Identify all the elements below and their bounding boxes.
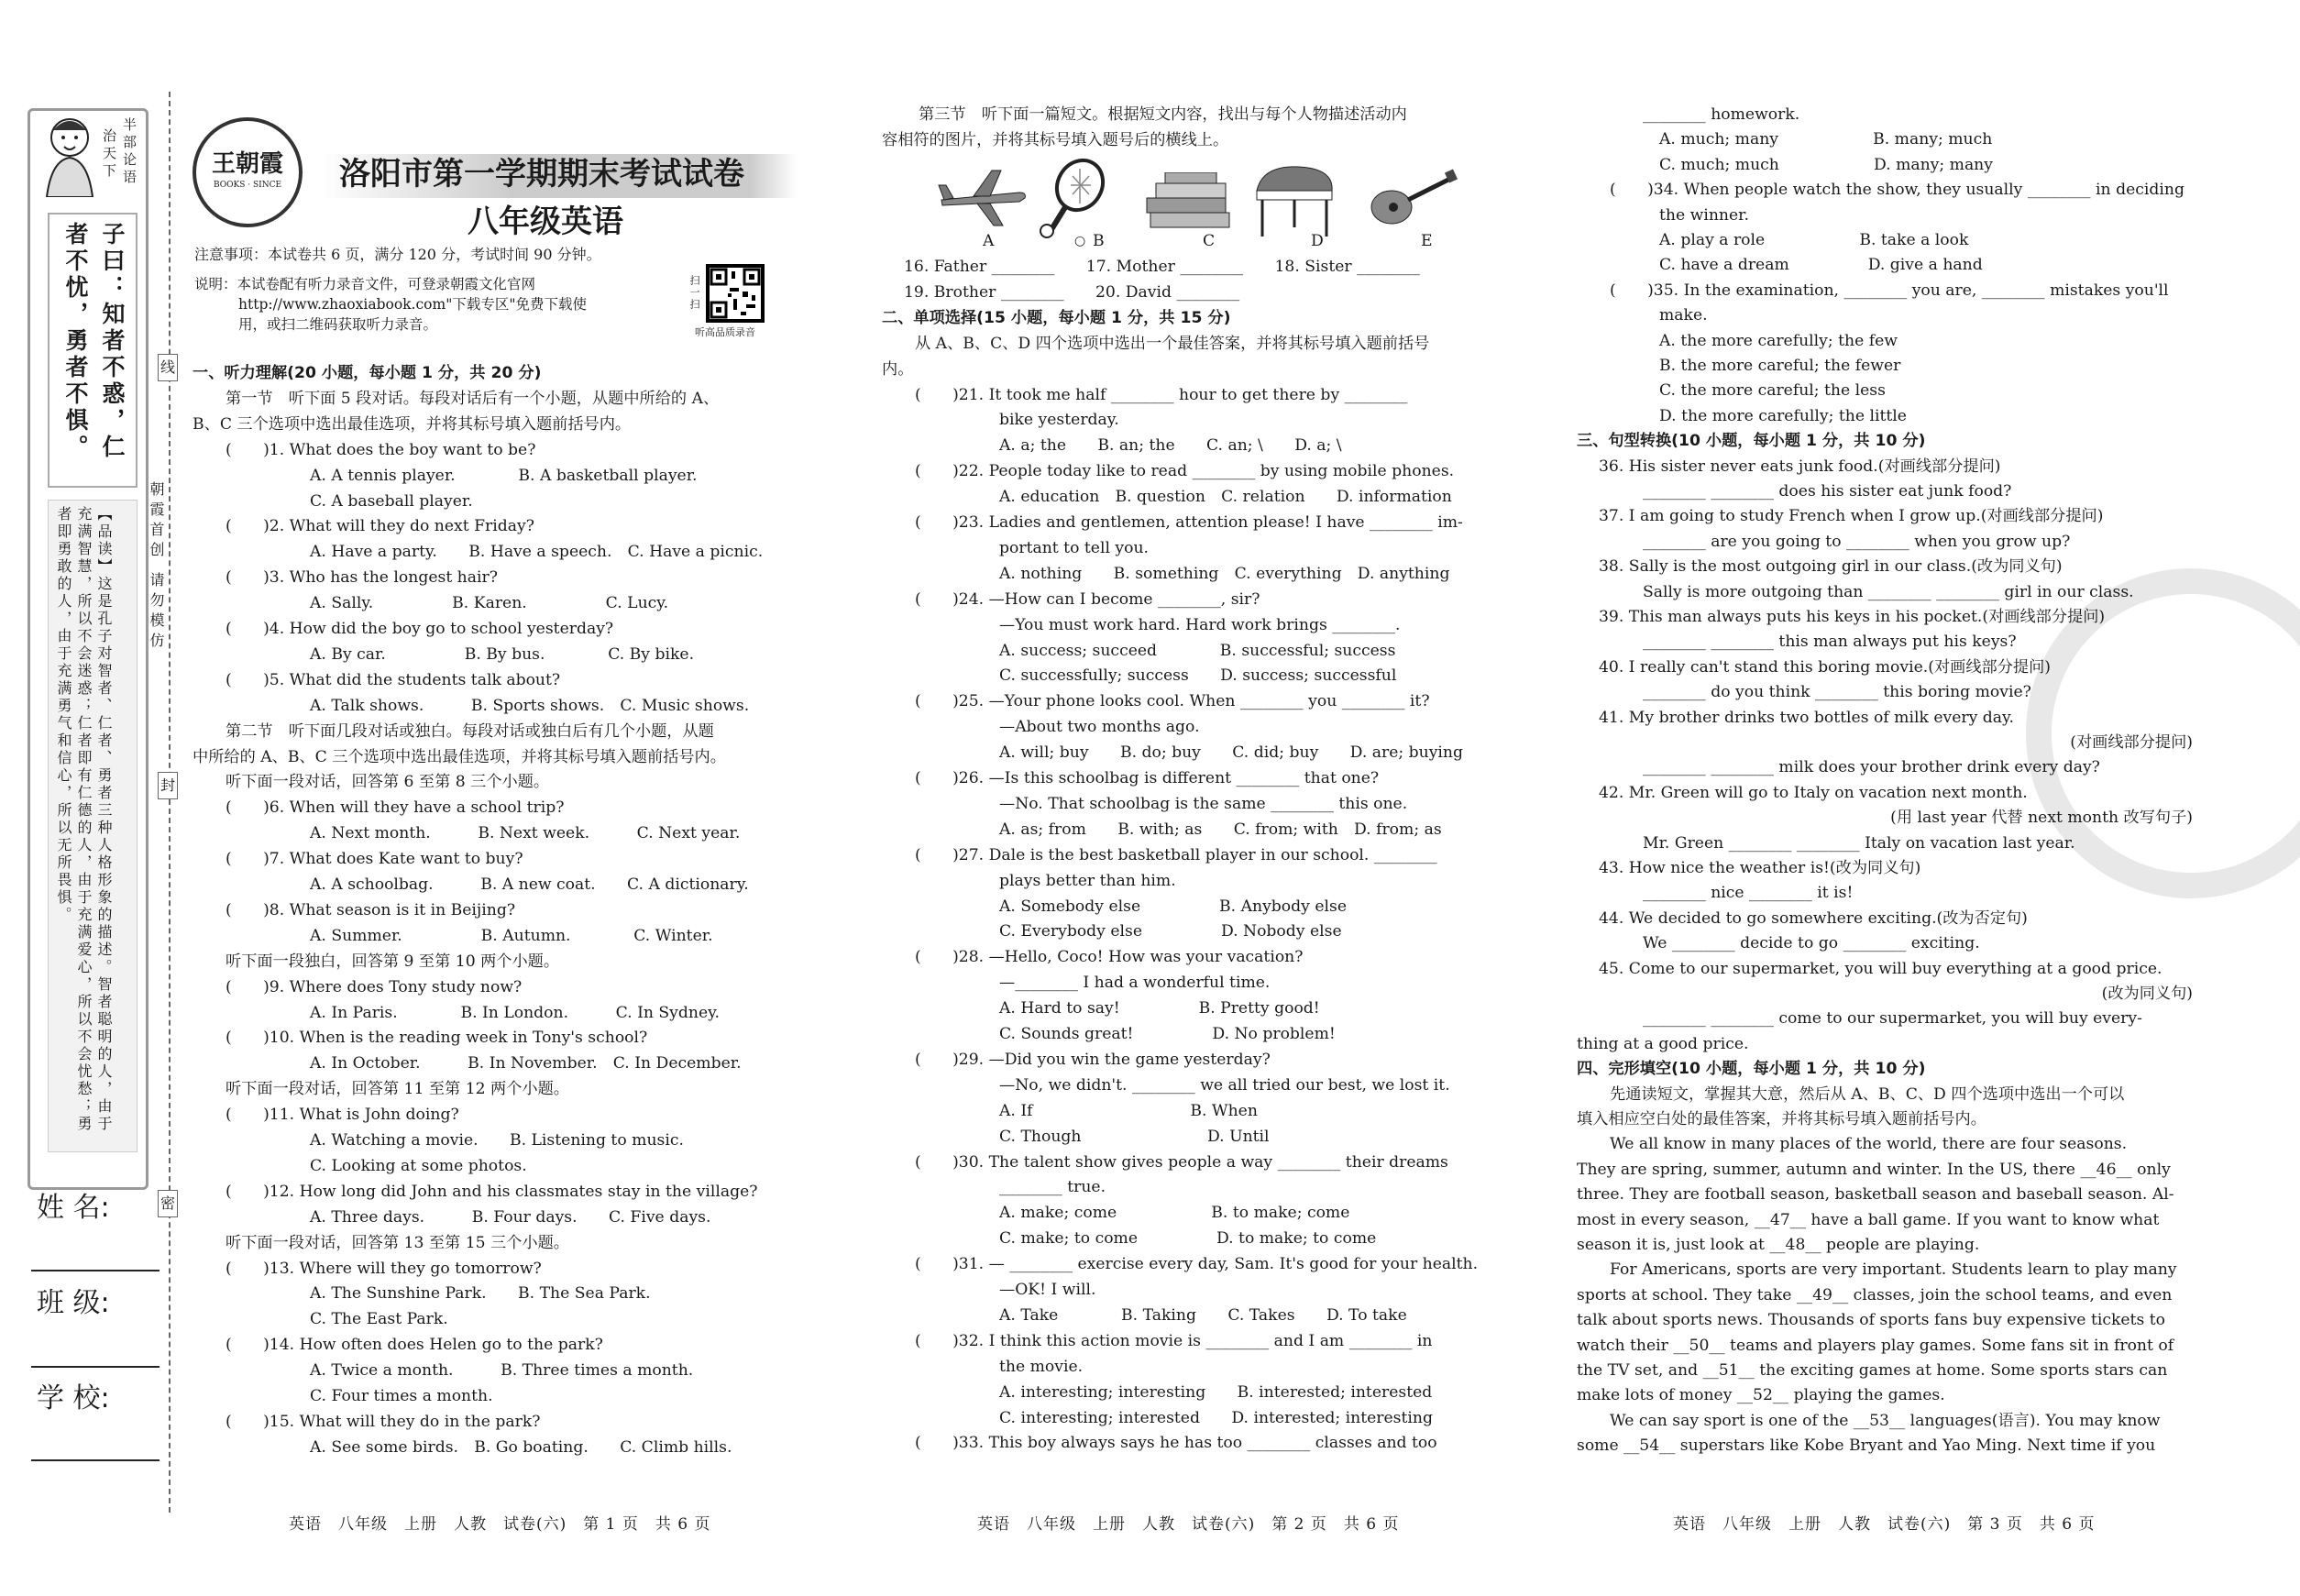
school-field-line[interactable] bbox=[31, 1459, 160, 1461]
text-line: C. Four times a month. bbox=[310, 1387, 493, 1405]
description-line-1: 说明：本试卷配有听力录音文件，可登录朝霞文化官网 bbox=[194, 276, 536, 292]
text-line: ________ homework. bbox=[1643, 105, 1800, 124]
text-line: A. See some birds. B. Go boating. C. Climb hills. bbox=[310, 1437, 732, 1457]
text-line: ( )34. When people watch the show, they usually ________ in deciding bbox=[1610, 181, 2184, 200]
text-line: A. a; the B. an; the C. an; \ D. a; \ bbox=[999, 436, 1342, 456]
text-line: A. success; succeed B. successful; success bbox=[999, 641, 1396, 660]
text-line: A. education B. question C. relation D. information bbox=[999, 488, 1452, 507]
column-3 bbox=[1577, 0, 2193, 1596]
class-label: 班 级: bbox=[37, 1287, 110, 1319]
text-line: some __54__ superstars like Kobe Bryant and Yao Ming. Next time if you bbox=[1577, 1436, 2156, 1456]
text-line: (改为同义句) bbox=[2101, 985, 2193, 1003]
exam-subtitle: 八年级英语 bbox=[468, 204, 623, 240]
text-line: talk about sports news. Thousands of sports fans buy expensive tickets to bbox=[1577, 1311, 2166, 1330]
text-line: 16. Father ________ 17. Mother ________ 18. Sister ________ bbox=[904, 258, 1420, 276]
pindu-text: 【品读】这是孔子对智者、仁者、勇者三种人格形象的描述。智者聪明的人，由于充满智慧，所以不会迷惑；仁者即有仁德的人，由于充满爱心，所以不会忧愁；勇者即勇敢的人，由于充满勇气和信心，所以无所畏惧。 bbox=[55, 506, 113, 1133]
name-label: 姓 名: bbox=[37, 1192, 110, 1224]
cut-mark-3: 密 bbox=[158, 1190, 178, 1217]
text-line: A. In October. B. In November. C. In December. bbox=[310, 1054, 742, 1073]
text-line: C. A baseball player. bbox=[310, 491, 473, 511]
label-char: 论 bbox=[121, 152, 138, 170]
text-line: 45. Come to our supermarket, you will buy everything at a good price. bbox=[1599, 959, 2162, 978]
text-line: 第二节 听下面几段对话或独白。每段对话或独白后有几个小题，从题 bbox=[226, 721, 714, 741]
text-line: A. nothing B. something C. everything D. anything bbox=[999, 564, 1450, 583]
text-line: 一、听力理解(20 小题，每小题 1 分，共 20 分) bbox=[193, 364, 542, 382]
text-line: A. make; come B. to make; come bbox=[999, 1204, 1350, 1223]
text-line: thing at a good price. bbox=[1577, 1034, 1749, 1053]
text-line: 听下面一段独白，回答第 9 至第 10 两个小题。 bbox=[226, 952, 560, 971]
text-line: sports at school. They take __49__ classes, join the school teams, and even bbox=[1577, 1285, 2173, 1304]
text-line: A. Have a party. B. Have a speech. C. Have a picnic. bbox=[310, 543, 764, 562]
text-line: ________ are you going to ________ when you grow up? bbox=[1643, 532, 2071, 551]
text-line: 36. His sister never eats junk food.(对画线部分提问) bbox=[1599, 457, 2001, 476]
text-line: 43. How nice the weather is!(改为同义句) bbox=[1599, 859, 1921, 877]
page-footer-3: 英语 八年级 上册 人教 试卷(六) 第 3 页 共 6 页 bbox=[1673, 1515, 2096, 1534]
label-char: 天 bbox=[101, 146, 117, 163]
qr-side-label: 扫一扫 bbox=[688, 275, 700, 311]
text-line: season it is, just look at __48__ people are playing. bbox=[1577, 1236, 1980, 1254]
text-line: 从 A、B、C、D 四个选项中选出一个最佳答案，并将其标号填入题前括号 bbox=[915, 334, 1430, 353]
text-line: ( )15. What will they do in the park? bbox=[226, 1412, 541, 1431]
text-line: ( )23. Ladies and gentlemen, attention please! I have ________ im- bbox=[915, 513, 1463, 532]
picture-label-a: A bbox=[983, 232, 995, 250]
text-line: Sally is more outgoing than ________ ________ girl in our class. bbox=[1643, 582, 2134, 601]
sidebar-top-label bbox=[121, 117, 138, 187]
text-line: 37. I am going to study French when I grow up.(对画线部分提问) bbox=[1599, 507, 2104, 526]
picture-label-c: C bbox=[1203, 232, 1216, 250]
section-intro: 第三节 听下面一篇短文。根据短文内容，找出与每个人物描述活动内 bbox=[919, 105, 1407, 124]
text-line: ( )6. When will they have a school trip? bbox=[226, 798, 565, 818]
text-line: ( )21. It took me half ________ hour to get there by ________ bbox=[915, 385, 1408, 404]
text-line: A. the more carefully; the few bbox=[1659, 331, 1898, 350]
cut-note: 朝霞首创 请勿模仿 bbox=[148, 481, 165, 654]
label-char: 半 bbox=[121, 117, 138, 135]
text-line: 二、单项选择(15 小题，每小题 1 分，共 15 分) bbox=[882, 308, 1231, 327]
text-line: ________ do you think ________ this boring movie? bbox=[1643, 683, 2031, 702]
text-line: A. Take B. Taking C. Takes D. To take bbox=[999, 1305, 1407, 1325]
text-line: ( )28. —Hello, Coco! How was your vacation? bbox=[915, 948, 1304, 967]
text-line: 内。 bbox=[882, 359, 914, 379]
text-line: —________ I had a wonderful time. bbox=[999, 974, 1271, 993]
name-field-line[interactable] bbox=[31, 1270, 160, 1271]
logo-subtext: BOOKS · SINCE bbox=[213, 181, 282, 190]
text-line: A. as; from B. with; as C. from; with D. from; as bbox=[999, 820, 1442, 839]
text-line: 42. Mr. Green will go to Italy on vacation next month. bbox=[1599, 783, 2028, 802]
text-line: ( )12. How long did John and his classmates stay in the village? bbox=[226, 1182, 758, 1201]
text-line: 中所给的 A、B、C 三个选项中选出最佳选项，并将其标号填入题前括号内。 bbox=[193, 747, 726, 766]
text-line: 39. This man always puts his keys in his pocket.(对画线部分提问) bbox=[1599, 608, 2106, 626]
text-line: C. Though D. Until bbox=[999, 1127, 1270, 1146]
text-line: ( )5. What did the students talk about? bbox=[226, 670, 561, 689]
text-line: ( )32. I think this action movie is ________ and I am ________ in bbox=[915, 1331, 1433, 1350]
text-line: A. Summer. B. Autumn. C. Winter. bbox=[310, 926, 713, 945]
text-line: A. The Sunshine Park. B. The Sea Park. bbox=[310, 1284, 651, 1304]
column-2 bbox=[882, 0, 1511, 1596]
text-line: A. will; buy B. do; buy C. did; buy D. are; buying bbox=[999, 743, 1463, 763]
notice: 注意事项：本试卷共 6 页，满分 120 分，考试时间 90 分钟。 bbox=[194, 246, 601, 263]
text-line: A. In Paris. B. In London. C. In Sydney. bbox=[310, 1003, 721, 1022]
cut-mark-1: 线 bbox=[158, 354, 178, 381]
text-line: ( )33. This boy always says he has too ________ classes and too bbox=[915, 1434, 1437, 1453]
text-line: 听下面一段对话，回答第 11 至第 12 两个小题。 bbox=[226, 1080, 569, 1099]
text-line: We ________ decide to go ________ exciting. bbox=[1643, 934, 1980, 953]
text-line: make. bbox=[1659, 306, 1708, 325]
text-line: ( )7. What does Kate want to buy? bbox=[226, 850, 523, 869]
text-line: ( )31. — ________ exercise every day, Sam. It's good for your health. bbox=[915, 1255, 1479, 1274]
text-line: make lots of money __52__ playing the games. bbox=[1577, 1386, 1945, 1405]
text-line: ( )8. What season is it in Beijing? bbox=[226, 900, 516, 919]
text-line: ( )11. What is John doing? bbox=[226, 1106, 459, 1125]
label-char: 下 bbox=[101, 163, 117, 181]
sidebar-top-label-2 bbox=[101, 128, 117, 181]
text-line: C. much; much D. many; many bbox=[1659, 155, 1993, 174]
text-line: —You must work hard. Hard work brings ________. bbox=[999, 615, 1401, 634]
column-1 bbox=[193, 0, 807, 1596]
text-line: A. A tennis player. B. A basketball player. bbox=[310, 466, 698, 485]
text-line: ________ ________ milk does your brother drink every day? bbox=[1643, 758, 2100, 777]
text-line: ( )1. What does the boy want to be? bbox=[226, 440, 536, 459]
description-line-3: 用，或扫二维码获取听力录音。 bbox=[238, 316, 438, 333]
airplane-icon bbox=[937, 165, 1029, 229]
text-line: watch their __50__ teams and players play games. Some fans sit in front of bbox=[1577, 1336, 2174, 1355]
text-line: C. The East Park. bbox=[310, 1310, 448, 1329]
text-line: A. much; many B. many; much bbox=[1659, 130, 1993, 149]
page-footer-1: 英语 八年级 上册 人教 试卷(六) 第 1 页 共 6 页 bbox=[289, 1515, 711, 1534]
text-line: C. Everybody else D. Nobody else bbox=[999, 922, 1342, 941]
text-line: 听下面一段对话，回答第 13 至第 15 三个小题。 bbox=[226, 1233, 569, 1252]
text-line: plays better than him. bbox=[999, 871, 1176, 890]
label-char: 治 bbox=[101, 128, 117, 146]
text-line: 38. Sally is the most outgoing girl in our class.(改为同义句) bbox=[1599, 557, 2063, 577]
section-intro: 容相符的图片，并将其标号填入题号后的横线上。 bbox=[882, 131, 1229, 149]
text-line: B、C 三个选项中选出最佳选项，并将其标号填入题前括号内。 bbox=[193, 414, 632, 434]
text-line: 44. We decided to go somewhere exciting.(改为否定句) bbox=[1599, 908, 2028, 928]
text-line: A. Talk shows. B. Sports shows. C. Music shows. bbox=[310, 696, 750, 715]
qr-caption: 听高品质录音 bbox=[695, 326, 755, 338]
text-line: For Americans, sports are very important. Students learn to play many bbox=[1610, 1260, 2177, 1280]
text-line: ________ nice ________ it is! bbox=[1643, 884, 1854, 903]
text-line: C. interesting; interested D. interested; interesting bbox=[999, 1408, 1433, 1427]
text-line: ( )10. When is the reading week in Tony's school? bbox=[226, 1029, 648, 1048]
text-line: ( )29. —Did you win the game yesterday? bbox=[915, 1050, 1271, 1069]
text-line: A. Somebody else B. Anybody else bbox=[999, 897, 1347, 916]
text-line: 填入相应空白处的最佳答案，并将其标号填入题前括号内。 bbox=[1577, 1110, 1986, 1128]
text-line: 19. Brother ________ 20. David ________ bbox=[904, 282, 1240, 302]
text-line: 四、完形填空(10 小题，每小题 1 分，共 10 分) bbox=[1577, 1060, 1926, 1079]
text-line: ( )26. —Is this schoolbag is different ________ that one? bbox=[915, 769, 1380, 787]
text-line: 41. My brother drinks two bottles of milk every day. bbox=[1599, 708, 2014, 727]
text-line: A. play a role B. take a look bbox=[1659, 231, 1969, 249]
text-line: C. the more careful; the less bbox=[1659, 381, 1886, 401]
text-line: A. interesting; interesting B. interested; interested bbox=[999, 1382, 1433, 1402]
text-line: ( )22. People today like to read ________ by using mobile phones. bbox=[915, 462, 1455, 481]
text-line: 三、句型转换(10 小题，每小题 1 分，共 10 分) bbox=[1577, 432, 1926, 451]
text-line: ________ ________ come to our supermarket, you will buy every- bbox=[1643, 1009, 2142, 1029]
text-line: ( )35. In the examination, ________ you are, ________ mistakes you'll bbox=[1610, 281, 2169, 300]
text-line: —OK! I will. bbox=[999, 1281, 1096, 1299]
text-line: A. A schoolbag. B. A new coat. C. A dictionary. bbox=[310, 875, 749, 894]
text-line: —About two months ago. bbox=[999, 718, 1200, 737]
text-line: A. Sally. B. Karen. C. Lucy. bbox=[310, 594, 669, 613]
text-line: the TV set, and __51__ the exciting games at home. Some sports stars can bbox=[1577, 1361, 2168, 1380]
text-line: A. Watching a movie. B. Listening to music. bbox=[310, 1131, 684, 1150]
text-line: the winner. bbox=[1659, 205, 1749, 225]
picture-labels bbox=[983, 229, 1496, 255]
text-line: bike yesterday. bbox=[999, 411, 1119, 430]
text-line: A. If B. When bbox=[999, 1101, 1258, 1120]
school-label: 学 校: bbox=[37, 1382, 110, 1414]
cut-line bbox=[169, 92, 171, 1513]
text-line: C. Sounds great! D. No problem! bbox=[999, 1025, 1336, 1043]
confucius-quote: 子曰：知者不惑，仁者不忧，勇者不惧。 bbox=[62, 222, 126, 461]
text-line: C. have a dream D. give a hand bbox=[1659, 256, 1983, 275]
text-line: ( )9. Where does Tony study now? bbox=[226, 977, 523, 996]
text-line: most in every season, __47__ have a ball game. If you want to know what bbox=[1577, 1210, 2160, 1229]
text-line: A. Twice a month. B. Three times a month. bbox=[310, 1361, 694, 1381]
label-char: 语 bbox=[121, 170, 138, 187]
text-line: ( )25. —Your phone looks cool. When ________ you ________ it? bbox=[915, 692, 1430, 711]
text-line: 第一节 听下面 5 段对话。每段对话后有一个小题，从题中所给的 A、 bbox=[226, 389, 720, 408]
picture-label-b: B bbox=[1093, 232, 1105, 250]
text-line: A. Hard to say! B. Pretty good! bbox=[999, 999, 1320, 1018]
text-line: ( )3. Who has the longest hair? bbox=[226, 568, 498, 588]
text-line: ( )2. What will they do next Friday? bbox=[226, 517, 534, 536]
text-line: 听下面一段对话，回答第 6 至第 8 三个小题。 bbox=[226, 773, 550, 792]
text-line: ________ true. bbox=[999, 1178, 1106, 1197]
text-line: ( )30. The talent show gives people a way ________ their dreams bbox=[915, 1152, 1448, 1172]
text-line: C. Looking at some photos. bbox=[310, 1156, 527, 1175]
text-line: We all know in many places of the world, there are four seasons. bbox=[1610, 1135, 2128, 1154]
guitar-icon bbox=[1368, 167, 1459, 231]
picture-label-dot: ○ bbox=[1074, 234, 1086, 248]
logo bbox=[193, 117, 303, 227]
text-line: the movie. bbox=[999, 1357, 1084, 1376]
text-line: C. successfully; success D. success; successful bbox=[999, 666, 1397, 686]
text-line: Mr. Green ________ ________ Italy on vacation last year. bbox=[1643, 833, 2075, 853]
text-line: ________ ________ does his sister eat junk food? bbox=[1643, 482, 2012, 501]
text-line: three. They are football season, basketball season and baseball season. Al- bbox=[1577, 1185, 2174, 1205]
text-line: portant to tell you. bbox=[999, 538, 1150, 557]
exam-title: 洛阳市第一学期期末考试试卷 bbox=[339, 156, 744, 193]
text-line: 先通读短文，掌握其大意，然后从 A、B、C、D 四个选项中选出一个可以 bbox=[1610, 1084, 2125, 1104]
text-line: —No, we didn't. ________ we all tried our best, we lost it. bbox=[999, 1075, 1450, 1095]
text-line: They are spring, summer, autumn and winter. In the US, there __46__ only bbox=[1577, 1160, 2171, 1179]
label-char: 部 bbox=[121, 135, 138, 152]
text-line: D. the more carefully; the little bbox=[1659, 406, 1907, 425]
text-line: ( )4. How did the boy go to school yesterday? bbox=[226, 620, 614, 638]
text-line: 40. I really can't stand this boring movie.(对画线部分提问) bbox=[1599, 657, 2051, 677]
text-line: ( )27. Dale is the best basketball player in our school. ________ bbox=[915, 845, 1437, 864]
page-footer-2: 英语 八年级 上册 人教 试卷(六) 第 2 页 共 6 页 bbox=[977, 1515, 1400, 1534]
qr-code[interactable] bbox=[706, 264, 765, 323]
cut-mark-2: 封 bbox=[158, 772, 178, 799]
text-line: ( )24. —How can I become ________, sir? bbox=[915, 589, 1260, 609]
text-line: A. Three days. B. Four days. C. Five days. bbox=[310, 1207, 711, 1227]
text-line: ( )14. How often does Helen go to the park? bbox=[226, 1336, 603, 1355]
text-line: A. By car. B. By bus. C. By bike. bbox=[310, 644, 695, 664]
text-line: ________ ________ this man always put his keys? bbox=[1643, 633, 2017, 652]
description-line-2: http://www.zhaoxiabook.com"下载专区"免费下载使 bbox=[238, 296, 587, 313]
text-line: We can say sport is one of the __53__ languages(语言). You may know bbox=[1610, 1411, 2161, 1430]
text-line: B. the more careful; the fewer bbox=[1659, 357, 1901, 375]
text-line: ( )13. Where will they go tomorrow? bbox=[226, 1259, 542, 1278]
text-line: —No. That schoolbag is the same ________ this one. bbox=[999, 794, 1408, 813]
left-sidebar bbox=[0, 0, 165, 1596]
books-icon bbox=[1143, 172, 1235, 231]
text-line: (用 last year 代替 next month 改写句子) bbox=[1890, 809, 2193, 828]
text-line: A. Next month. B. Next week. C. Next year. bbox=[310, 824, 741, 843]
sage-figure bbox=[33, 110, 106, 197]
picture-label-e: E bbox=[1421, 232, 1433, 250]
text-line: (对画线部分提问) bbox=[2070, 733, 2193, 752]
tennis-racket-icon bbox=[1038, 158, 1111, 240]
text-line: C. make; to come D. to make; to come bbox=[999, 1229, 1377, 1249]
logo-text: 王朝霞 bbox=[211, 150, 283, 178]
picture-label-d: D bbox=[1311, 232, 1324, 250]
class-field-line[interactable] bbox=[31, 1366, 160, 1368]
